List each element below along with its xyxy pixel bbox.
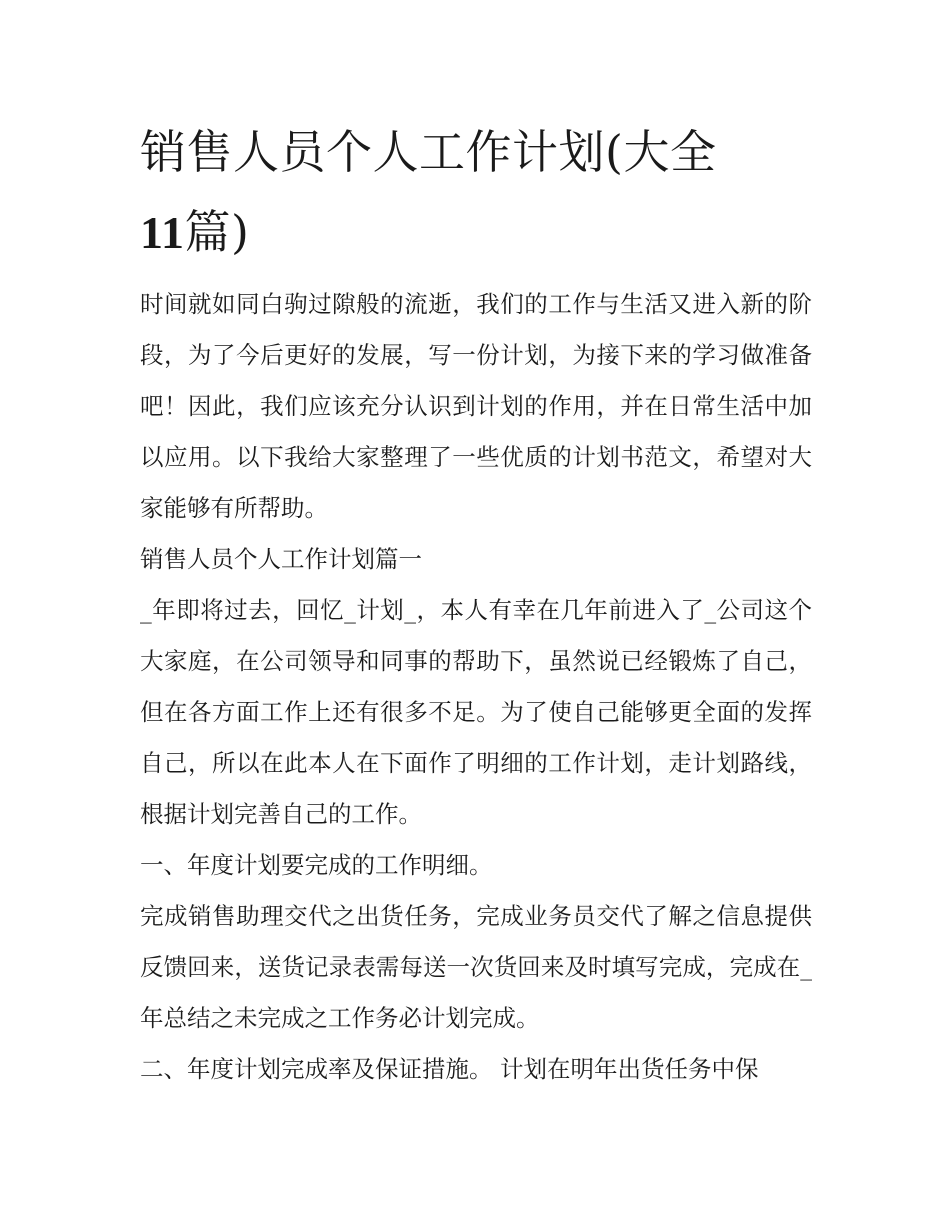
body-paragraph: 二、年度计划完成率及保证措施。 计划在明年出货任务中保 (140, 1055, 759, 1083)
title-line-1: 销售人员个人工作计划(大全 (140, 125, 717, 179)
intro-paragraph: 时间就如同白驹过隙般的流逝，我们的工作与生活又进入新的阶段，为了今后更好的发展，写一份计划，为接下来的学习做准备吧！因此，我们应该充分认识到计划的作用，并在日常生活中加以应用。以下我给大家整理了一些优质的计划书范文，希望对大家能够有所帮助。 (140, 290, 812, 522)
subsection-heading: 一、年度计划要完成的工作明细。 (140, 851, 493, 879)
title-number: 11 (140, 207, 185, 258)
body-paragraph: _年即将过去，回忆_计划_，本人有幸在几年前进入了_公司这个大家庭，在公司领导和同事的帮助下，虽然说已经锻炼了自己，但在各方面工作上还有很多不足。为了使自己能够更全面的发挥自己，所以在此本人在下面作了明细的工作计划，走计划路线，根据计划完善自己的工作。 (140, 596, 812, 828)
document-title (140, 112, 812, 273)
title-line-2: 篇) (184, 205, 250, 259)
body-paragraph: 完成销售助理交代之出货任务，完成业务员交代了解之信息提供反馈回来，送货记录表需每送一次货回来及时填写完成，完成在_年总结之未完成之工作务必计划完成。 (140, 902, 812, 1032)
document-page (140, 112, 812, 1095)
section-heading: 销售人员个人工作计划篇一 (140, 545, 422, 573)
